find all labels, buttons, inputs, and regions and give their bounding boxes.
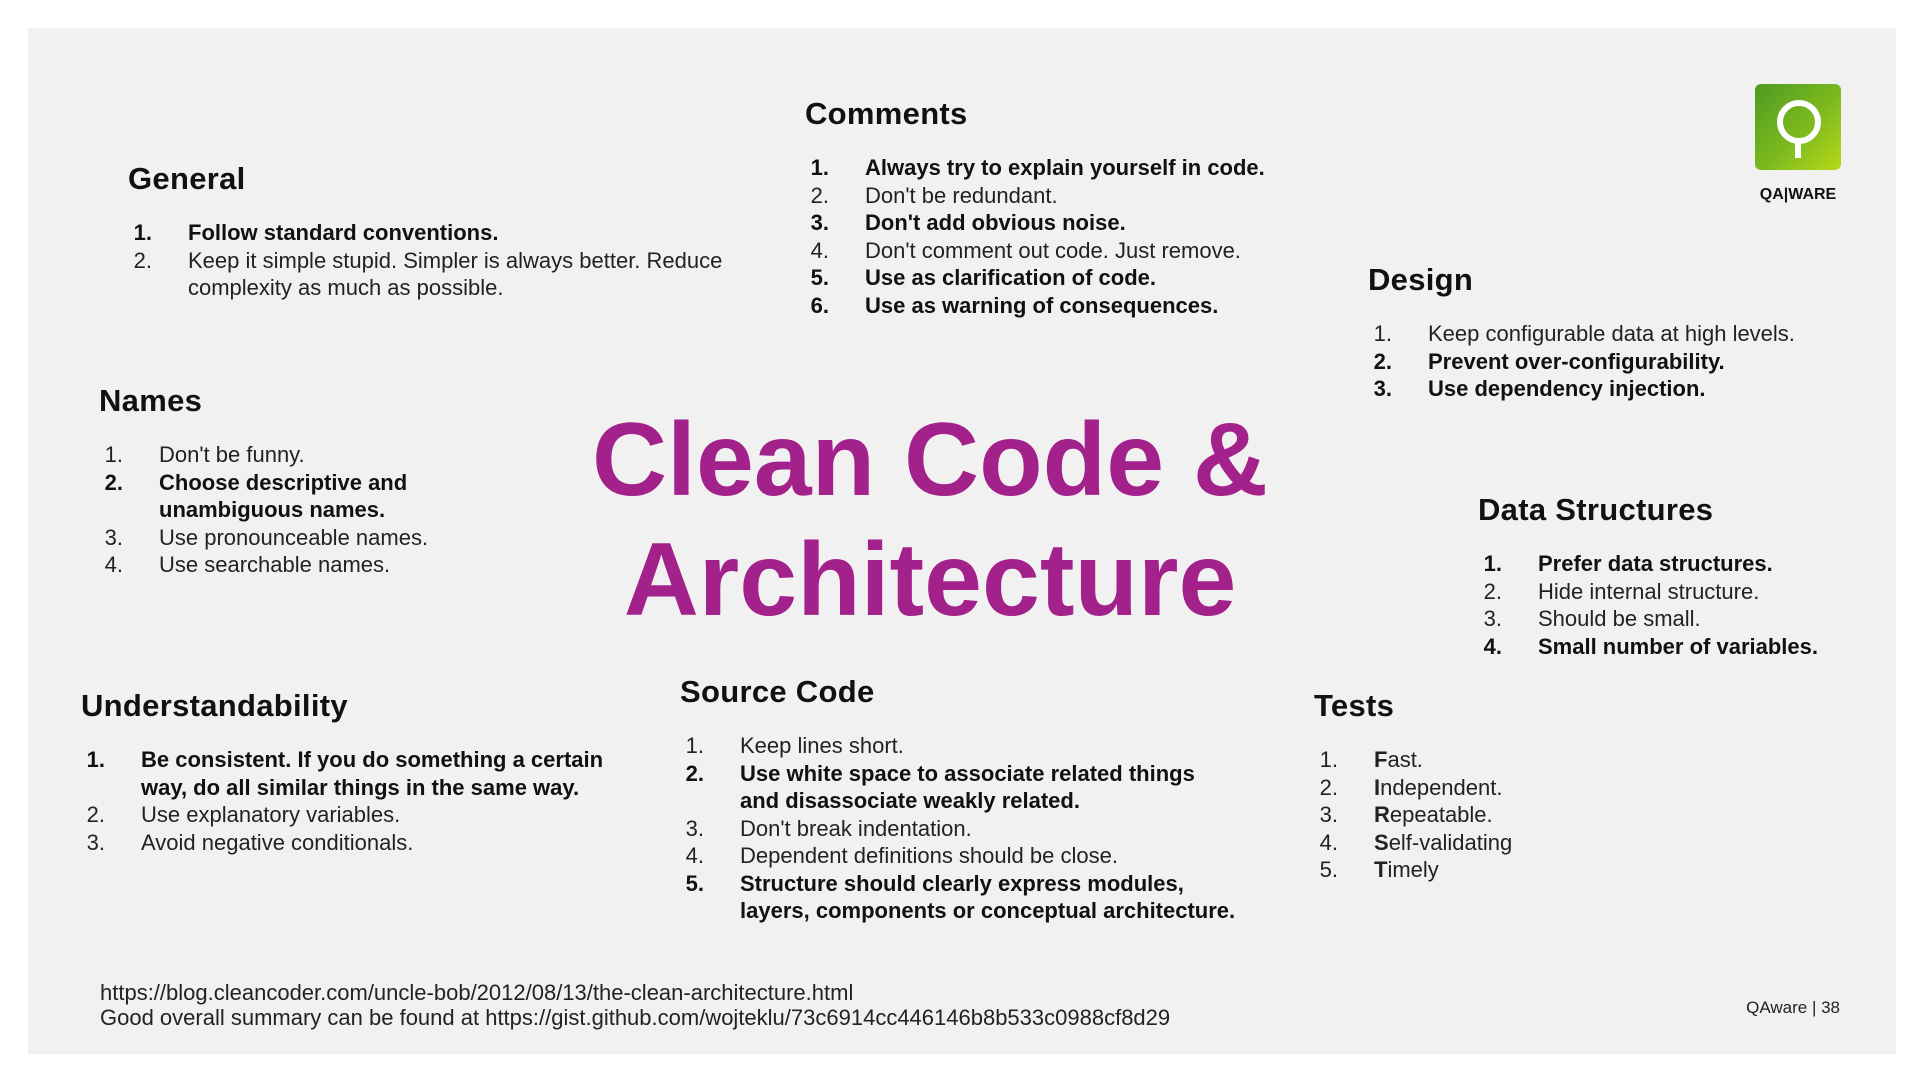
list-item [1368,348,1888,376]
list-item [128,219,748,247]
list-item-number: 2. [133,247,152,273]
section-comments [805,96,1305,319]
section-list [805,154,1305,319]
list-item [1314,801,1674,829]
list-item-number: 3. [86,829,105,855]
footer-link-summary[interactable]: Good overall summary can be found at https://gist.github.com/wojteklu/73c6914cc446146b8b533c0988cf8d29 [100,1005,1171,1030]
list-item-number: 2. [104,469,123,495]
section-design [1368,262,1888,403]
list-item-number: 1. [1483,551,1502,576]
list-item-text: Use explanatory variables. [141,802,401,827]
list-item-number: 3. [1483,606,1502,631]
list-item [1314,774,1674,802]
list-item-text: Use white space to associate related things and disassociate weakly related. [740,760,1195,813]
list-item-text: Don't break indentation. [740,815,972,841]
list-item-number: 4. [1319,829,1338,855]
list-item [1478,578,1898,606]
list-item-number: 4. [810,237,829,263]
list-item-number: 3. [1373,376,1392,401]
list-item [805,154,1305,182]
list-item [680,815,1240,843]
list-item-initial: T [1374,857,1388,882]
list-item-number: 3. [104,524,123,550]
list-item-text: Small number of variables. [1538,633,1818,659]
list-item [1314,829,1674,857]
list-item [680,732,1240,760]
list-item-text: Avoid negative conditionals. [141,829,414,855]
section-list [1368,320,1888,403]
list-item [99,441,459,469]
list-item [1478,550,1898,578]
list-item-text: elf-validating [1388,829,1513,855]
section-list [128,219,748,302]
title-line-2: Architecture [623,522,1237,638]
logo-text: QA|WARE [1759,186,1837,203]
list-item-number: 6. [810,292,829,318]
section-heading: Tests [1314,688,1395,723]
list-item-number: 1. [104,442,123,467]
title-line-1: Clean Code & [591,402,1269,518]
list-item-number: 4. [104,552,123,577]
list-item-number: 2. [1483,578,1502,604]
list-item-text: Use dependency injection. [1428,376,1706,401]
list-item-number: 2. [685,760,704,786]
list-item-number: 1. [1373,321,1392,346]
list-item [1368,320,1888,348]
section-list [680,732,1240,925]
list-item-initial: S [1374,829,1389,855]
list-item-number: 1. [810,155,829,180]
section-tests [1314,688,1674,884]
section-general [128,161,748,302]
list-item-text: Use as warning of consequences. [865,292,1219,318]
list-item-number: 1. [685,733,704,758]
list-item [81,801,641,829]
section-list [99,441,459,579]
list-item-number: 5. [1319,857,1338,882]
list-item-number: 4. [1483,633,1502,659]
qaware-logo [1755,84,1871,204]
section-list [1478,550,1898,660]
section-names [99,383,459,579]
list-item-number: 5. [810,265,829,290]
list-item [805,292,1305,320]
list-item-text: Hide internal structure. [1538,578,1760,604]
list-item-text: Keep lines short. [740,733,904,758]
list-item [99,524,459,552]
page-number: QAware | 38 [1746,998,1840,1017]
list-item-text: Don't be funny. [159,442,305,467]
list-item-text: Prefer data structures. [1538,551,1773,576]
list-item-number: 2. [86,802,105,827]
list-item-number: 3. [1319,802,1338,827]
list-item-initial: I [1374,774,1381,800]
list-item-number: 1. [1319,747,1338,772]
slide-title [530,400,1330,640]
footer-link-clean-architecture[interactable]: https://blog.cleancoder.com/uncle-bob/2012/08/13/the-clean-architecture.html [100,980,854,1005]
section-heading: Design [1368,262,1474,297]
list-item-number: 3. [685,815,704,841]
list-item-number: 4. [685,843,704,868]
list-item-text: Don't add obvious noise. [865,210,1126,235]
section-data-structures [1478,492,1898,660]
list-item [1368,375,1888,403]
section-heading: Names [99,383,203,418]
list-item [805,237,1305,265]
list-item-number: 2. [810,182,829,208]
list-item [99,551,459,579]
list-item-number: 1. [133,220,152,245]
list-item [680,870,1240,925]
section-heading: Source Code [680,674,875,709]
list-item [1478,605,1898,633]
list-item-text: Should be small. [1538,606,1701,631]
list-item-text: Don't be redundant. [865,182,1058,208]
section-heading: Data Structures [1478,492,1714,527]
section-heading: Understandability [81,688,348,723]
list-item [805,264,1305,292]
list-item [805,209,1305,237]
section-heading: Comments [805,96,968,131]
list-item-text: Dependent definitions should be close. [740,843,1118,868]
list-item [81,829,641,857]
list-item-text: Use searchable names. [159,552,391,577]
section-list [1314,746,1674,884]
section-heading: General [128,161,246,196]
list-item-text: Use as clarification of code. [865,265,1156,290]
list-item-text: ast. [1387,747,1423,772]
section-source-code [680,674,1240,925]
list-item-text: Follow standard conventions. [188,220,499,245]
list-item-text: epeatable. [1389,802,1493,827]
list-item [1314,746,1674,774]
list-item-text: Prevent over-configurability. [1428,348,1725,374]
list-item [99,469,459,524]
section-understandability [81,688,641,856]
list-item-number: 2. [1319,774,1338,800]
list-item [680,760,1240,815]
footer-links [100,980,1170,1030]
list-item-text: imely [1387,857,1439,882]
list-item-number: 2. [1373,348,1392,374]
list-item [680,842,1240,870]
list-item-text: Don't comment out code. Just remove. [865,237,1241,263]
qaware-q-icon [1755,84,1841,170]
list-item-initial: F [1374,747,1388,772]
list-item [1314,856,1674,884]
section-list [81,746,641,856]
list-item [1478,633,1898,661]
list-item-text: Keep configurable data at high levels. [1428,321,1795,346]
list-item-text: Keep it simple stupid. Simpler is always better. Reduce complexity as much as possible. [188,247,723,300]
list-item-number: 1. [86,747,105,772]
list-item [81,746,641,801]
list-item-text: Be consistent. If you do something a certain way, do all similar things in the same way. [141,747,604,800]
list-item-text: Always try to explain yourself in code. [865,155,1265,180]
list-item-text: Use pronounceable names. [159,524,429,550]
list-item-number: 5. [685,870,704,896]
list-item [805,182,1305,210]
list-item-number: 3. [810,210,829,235]
list-item [128,247,748,302]
list-item-text: Choose descriptive and unambiguous names. [159,469,408,522]
list-item-text: Structure should clearly express modules, layers, components or conceptual architecture. [740,870,1236,923]
list-item-text: ndependent. [1380,774,1503,800]
list-item-initial: R [1374,802,1390,827]
